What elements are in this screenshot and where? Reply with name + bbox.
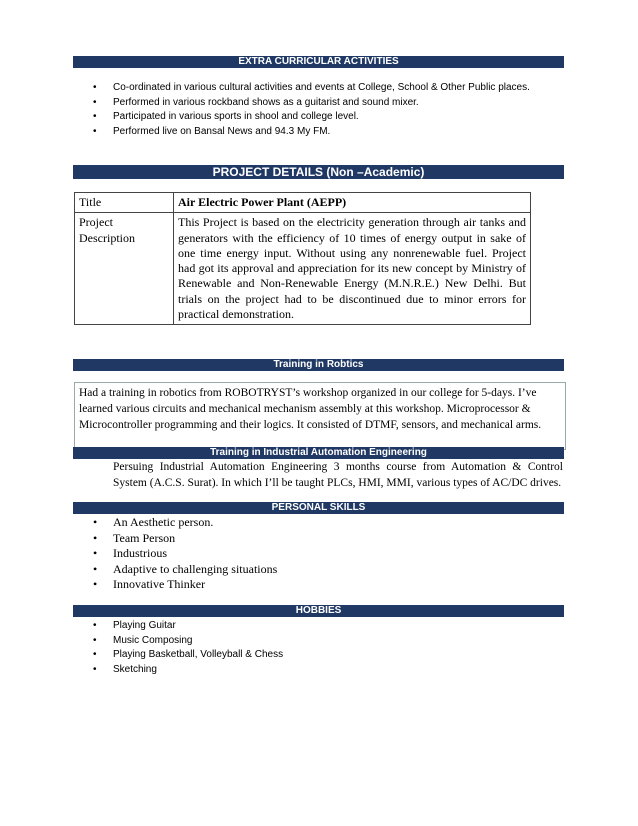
list-item: • Performed live on Bansal News and 94.3 My FM. xyxy=(93,125,530,140)
list-item: • Innovative Thinker xyxy=(93,577,277,593)
description-label: Project Description xyxy=(75,213,174,325)
table-row xyxy=(75,213,531,325)
list-item: • Playing Guitar xyxy=(93,619,283,634)
automation-heading: Training in Industrial Automation Engineering xyxy=(73,447,564,459)
list-item: • Team Person xyxy=(93,531,277,547)
personal-skills-list xyxy=(93,515,277,593)
list-item: • Music Composing xyxy=(93,634,283,649)
hobbies-list xyxy=(93,619,283,677)
automation-text: Persuing Industrial Automation Engineering 3 months course from Automation & Control System (A.C.S. Surat). In which I’ll be taught PLCs, HMI, MMI, various types of AC/DC drives. xyxy=(113,461,563,489)
list-item: • An Aesthetic person. xyxy=(93,515,277,531)
robotics-heading: Training in Robtics xyxy=(73,359,564,371)
robotics-text: Had a training in robotics from ROBOTRYST’s workshop organized in our college for 5-days. I’ve learned various circuits and mechanical mechanism assembly at this workshop. Microprocessor & Microcontroller programming and their logics. It consisted of DTMF, sensors, and mechanical arms. xyxy=(74,382,566,450)
list-item: • Playing Basketball, Volleyball & Chess xyxy=(93,648,283,663)
extra-curricular-list xyxy=(93,81,530,139)
extra-curricular-heading: EXTRA CURRICULAR ACTIVITIES xyxy=(73,56,564,68)
list-item: • Participated in various sports in shool and college level. xyxy=(93,110,530,125)
personal-skills-heading: PERSONAL SKILLS xyxy=(73,502,564,514)
list-item: • Performed in various rockband shows as a guitarist and sound mixer. xyxy=(93,96,530,111)
list-item: • Industrious xyxy=(93,546,277,562)
project-description: This Project is based on the electricity generation through air tanks and generators with the efficiency of 10 times of energy output in sake of one time energy input. Without using any nonrenewable fuel. Project had got its approval and appreciation for its new concept by Ministry of Renewable and Non-Renewable Energy (M.N.R.E.) New Delhi. But trials on the project had to be discontinued due to minor errors for practical demonstration. xyxy=(174,213,531,325)
table-row xyxy=(75,193,531,213)
hobbies-heading: HOBBIES xyxy=(73,605,564,617)
list-item: • Co-ordinated in various cultural activities and events at College, School & Other Public places. xyxy=(93,81,530,96)
project-details-heading: PROJECT DETAILS (Non –Academic) xyxy=(73,165,564,179)
project-details-table xyxy=(74,192,531,325)
title-label: Title xyxy=(75,193,174,213)
list-item: • Sketching xyxy=(93,663,283,678)
project-title: Air Electric Power Plant (AEPP) xyxy=(174,193,531,213)
list-item: • Adaptive to challenging situations xyxy=(93,562,277,578)
